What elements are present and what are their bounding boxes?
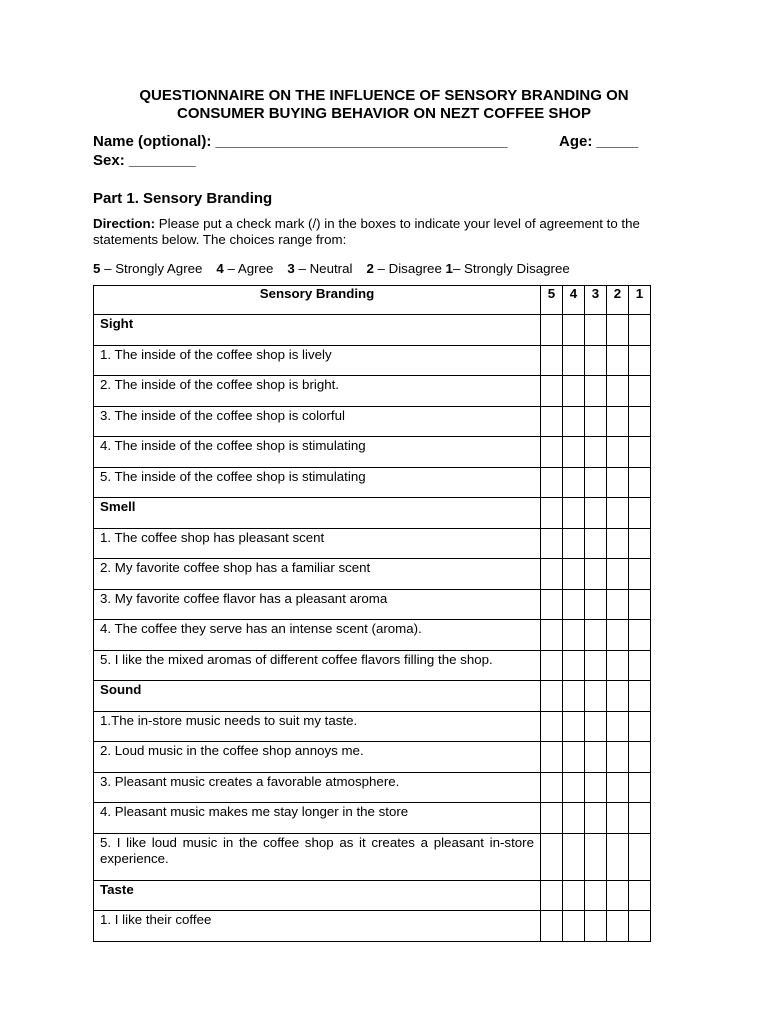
statement-text: 5. I like the mixed aromas of different coffee flavors filling the shop. (94, 650, 541, 681)
empty-cell (585, 880, 607, 911)
empty-cell (607, 880, 629, 911)
rating-checkbox-2[interactable] (607, 803, 629, 834)
rating-checkbox-2[interactable] (607, 437, 629, 468)
category-row (94, 315, 651, 346)
statement-text: 3. My favorite coffee flavor has a pleasant aroma (94, 589, 541, 620)
category-label: Sound (94, 681, 541, 712)
rating-checkbox-4[interactable] (563, 589, 585, 620)
scale-3-text: – Neutral (294, 261, 353, 276)
table-row (94, 911, 651, 942)
rating-checkbox-5[interactable] (541, 345, 563, 376)
rating-checkbox-4[interactable] (563, 803, 585, 834)
rating-checkbox-4[interactable] (563, 833, 585, 880)
rating-checkbox-1[interactable] (629, 437, 651, 468)
rating-checkbox-1[interactable] (629, 833, 651, 880)
rating-checkbox-2[interactable] (607, 345, 629, 376)
empty-cell (629, 315, 651, 346)
column-header-1: 1 (629, 286, 651, 315)
empty-cell (585, 315, 607, 346)
empty-cell (629, 498, 651, 529)
statement-text: 2. My favorite coffee shop has a familiar scent (94, 559, 541, 590)
rating-checkbox-1[interactable] (629, 772, 651, 803)
scale-4-text: – Agree (223, 261, 274, 276)
rating-checkbox-4[interactable] (563, 911, 585, 942)
rating-checkbox-4[interactable] (563, 528, 585, 559)
rating-checkbox-3[interactable] (585, 911, 607, 942)
rating-checkbox-4[interactable] (563, 345, 585, 376)
empty-cell (541, 880, 563, 911)
table-row (94, 833, 651, 880)
sex-field[interactable]: Sex: ________ (93, 152, 196, 169)
rating-checkbox-3[interactable] (585, 559, 607, 590)
rating-checkbox-4[interactable] (563, 376, 585, 407)
statement-text: 4. The coffee they serve has an intense scent (aroma). (94, 620, 541, 651)
rating-checkbox-1[interactable] (629, 803, 651, 834)
empty-cell (585, 681, 607, 712)
category-row (94, 880, 651, 911)
rating-checkbox-2[interactable] (607, 376, 629, 407)
sensory-branding-table (93, 285, 651, 942)
table-row (94, 803, 651, 834)
rating-checkbox-3[interactable] (585, 803, 607, 834)
empty-cell (607, 498, 629, 529)
statement-text: 1. I like their coffee (94, 911, 541, 942)
rating-checkbox-2[interactable] (607, 528, 629, 559)
table-header-row (94, 286, 651, 315)
category-row (94, 681, 651, 712)
empty-cell (629, 681, 651, 712)
table-header: Sensory Branding (94, 286, 541, 315)
age-field[interactable]: Age: _____ (559, 133, 639, 150)
rating-scale (93, 261, 570, 276)
rating-checkbox-5[interactable] (541, 742, 563, 773)
rating-checkbox-1[interactable] (629, 742, 651, 773)
table-row (94, 406, 651, 437)
rating-checkbox-4[interactable] (563, 620, 585, 651)
rating-checkbox-3[interactable] (585, 406, 607, 437)
rating-checkbox-1[interactable] (629, 345, 651, 376)
rating-checkbox-1[interactable] (629, 406, 651, 437)
table-row (94, 345, 651, 376)
table-row (94, 467, 651, 498)
empty-cell (607, 681, 629, 712)
statement-text: 3. Pleasant music creates a favorable atmosphere. (94, 772, 541, 803)
rating-checkbox-1[interactable] (629, 650, 651, 681)
table-row (94, 711, 651, 742)
rating-checkbox-3[interactable] (585, 742, 607, 773)
table-row (94, 559, 651, 590)
rating-checkbox-3[interactable] (585, 650, 607, 681)
rating-checkbox-3[interactable] (585, 620, 607, 651)
scale-5-text: – Strongly Agree (100, 261, 203, 276)
rating-checkbox-2[interactable] (607, 406, 629, 437)
document-title (100, 87, 668, 123)
rating-checkbox-4[interactable] (563, 406, 585, 437)
direction-label: Direction: (93, 216, 156, 231)
rating-checkbox-5[interactable] (541, 911, 563, 942)
empty-cell (541, 498, 563, 529)
rating-checkbox-3[interactable] (585, 376, 607, 407)
rating-checkbox-5[interactable] (541, 406, 563, 437)
rating-checkbox-2[interactable] (607, 833, 629, 880)
rating-checkbox-1[interactable] (629, 620, 651, 651)
rating-checkbox-5[interactable] (541, 803, 563, 834)
rating-checkbox-3[interactable] (585, 589, 607, 620)
rating-checkbox-2[interactable] (607, 742, 629, 773)
part-heading: Part 1. Sensory Branding (93, 190, 273, 207)
rating-checkbox-5[interactable] (541, 589, 563, 620)
empty-cell (629, 880, 651, 911)
rating-checkbox-3[interactable] (585, 528, 607, 559)
rating-checkbox-4[interactable] (563, 742, 585, 773)
rating-checkbox-5[interactable] (541, 620, 563, 651)
rating-checkbox-5[interactable] (541, 559, 563, 590)
statement-text: 1.The in-store music needs to suit my taste. (94, 711, 541, 742)
scale-1-num: 1 (445, 261, 453, 276)
scale-1-text: – Strongly Disagree (452, 261, 570, 276)
table-row (94, 528, 651, 559)
rating-checkbox-1[interactable] (629, 589, 651, 620)
scale-2-text: – Disagree (373, 261, 446, 276)
title-line-2: CONSUMER BUYING BEHAVIOR ON NEZT COFFEE SHOP (177, 105, 591, 122)
rating-checkbox-5[interactable] (541, 376, 563, 407)
rating-checkbox-5[interactable] (541, 833, 563, 880)
table-row (94, 742, 651, 773)
rating-checkbox-5[interactable] (541, 528, 563, 559)
rating-checkbox-2[interactable] (607, 650, 629, 681)
direction-text (93, 216, 658, 248)
scale-5-num: 5 (93, 261, 101, 276)
category-label: Taste (94, 880, 541, 911)
table-row (94, 589, 651, 620)
empty-cell (563, 315, 585, 346)
rating-checkbox-2[interactable] (607, 711, 629, 742)
rating-checkbox-3[interactable] (585, 711, 607, 742)
category-label: Smell (94, 498, 541, 529)
rating-checkbox-1[interactable] (629, 559, 651, 590)
rating-checkbox-3[interactable] (585, 833, 607, 880)
statement-text: 3. The inside of the coffee shop is colorful (94, 406, 541, 437)
rating-checkbox-4[interactable] (563, 772, 585, 803)
empty-cell (585, 498, 607, 529)
scale-4-num: 4 (216, 261, 224, 276)
rating-checkbox-1[interactable] (629, 376, 651, 407)
rating-checkbox-2[interactable] (607, 772, 629, 803)
statement-text: 4. The inside of the coffee shop is stimulating (94, 437, 541, 468)
direction-body: Please put a check mark (/) in the boxes to indicate your level of agreement to the statements below. The choices range from: (93, 216, 640, 247)
table-row (94, 376, 651, 407)
scale-2-num: 2 (366, 261, 374, 276)
rating-checkbox-4[interactable] (563, 650, 585, 681)
empty-cell (541, 315, 563, 346)
empty-cell (563, 498, 585, 529)
rating-checkbox-4[interactable] (563, 559, 585, 590)
table-row (94, 437, 651, 468)
rating-checkbox-4[interactable] (563, 711, 585, 742)
rating-checkbox-1[interactable] (629, 528, 651, 559)
rating-checkbox-2[interactable] (607, 467, 629, 498)
empty-cell (607, 315, 629, 346)
category-row (94, 498, 651, 529)
table-row (94, 650, 651, 681)
rating-checkbox-2[interactable] (607, 589, 629, 620)
rating-checkbox-1[interactable] (629, 911, 651, 942)
rating-checkbox-2[interactable] (607, 911, 629, 942)
statement-text: 2. Loud music in the coffee shop annoys me. (94, 742, 541, 773)
table-row (94, 772, 651, 803)
rating-checkbox-3[interactable] (585, 772, 607, 803)
statement-text: 5. The inside of the coffee shop is stimulating (94, 467, 541, 498)
rating-checkbox-5[interactable] (541, 467, 563, 498)
name-field[interactable]: Name (optional): ___________________________________ (93, 133, 508, 150)
rating-checkbox-5[interactable] (541, 772, 563, 803)
scale-3-num: 3 (287, 261, 295, 276)
empty-cell (563, 880, 585, 911)
empty-cell (563, 681, 585, 712)
rating-checkbox-3[interactable] (585, 345, 607, 376)
rating-checkbox-2[interactable] (607, 620, 629, 651)
category-label: Sight (94, 315, 541, 346)
column-header-3: 3 (585, 286, 607, 315)
statement-text: 5. I like loud music in the coffee shop as it creates a pleasant in-store experience. (94, 833, 541, 880)
statement-text: 1. The coffee shop has pleasant scent (94, 528, 541, 559)
table-row (94, 620, 651, 651)
column-header-2: 2 (607, 286, 629, 315)
column-header-5: 5 (541, 286, 563, 315)
statement-text: 2. The inside of the coffee shop is bright. (94, 376, 541, 407)
rating-checkbox-2[interactable] (607, 559, 629, 590)
statement-text: 4. Pleasant music makes me stay longer in the store (94, 803, 541, 834)
statement-text: 1. The inside of the coffee shop is lively (94, 345, 541, 376)
empty-cell (541, 681, 563, 712)
rating-checkbox-1[interactable] (629, 711, 651, 742)
column-header-4: 4 (563, 286, 585, 315)
rating-checkbox-3[interactable] (585, 467, 607, 498)
title-line-1: QUESTIONNAIRE ON THE INFLUENCE OF SENSORY BRANDING ON (139, 87, 629, 104)
rating-checkbox-5[interactable] (541, 437, 563, 468)
rating-checkbox-3[interactable] (585, 437, 607, 468)
rating-checkbox-1[interactable] (629, 467, 651, 498)
rating-checkbox-5[interactable] (541, 711, 563, 742)
rating-checkbox-5[interactable] (541, 650, 563, 681)
rating-checkbox-4[interactable] (563, 437, 585, 468)
rating-checkbox-4[interactable] (563, 467, 585, 498)
